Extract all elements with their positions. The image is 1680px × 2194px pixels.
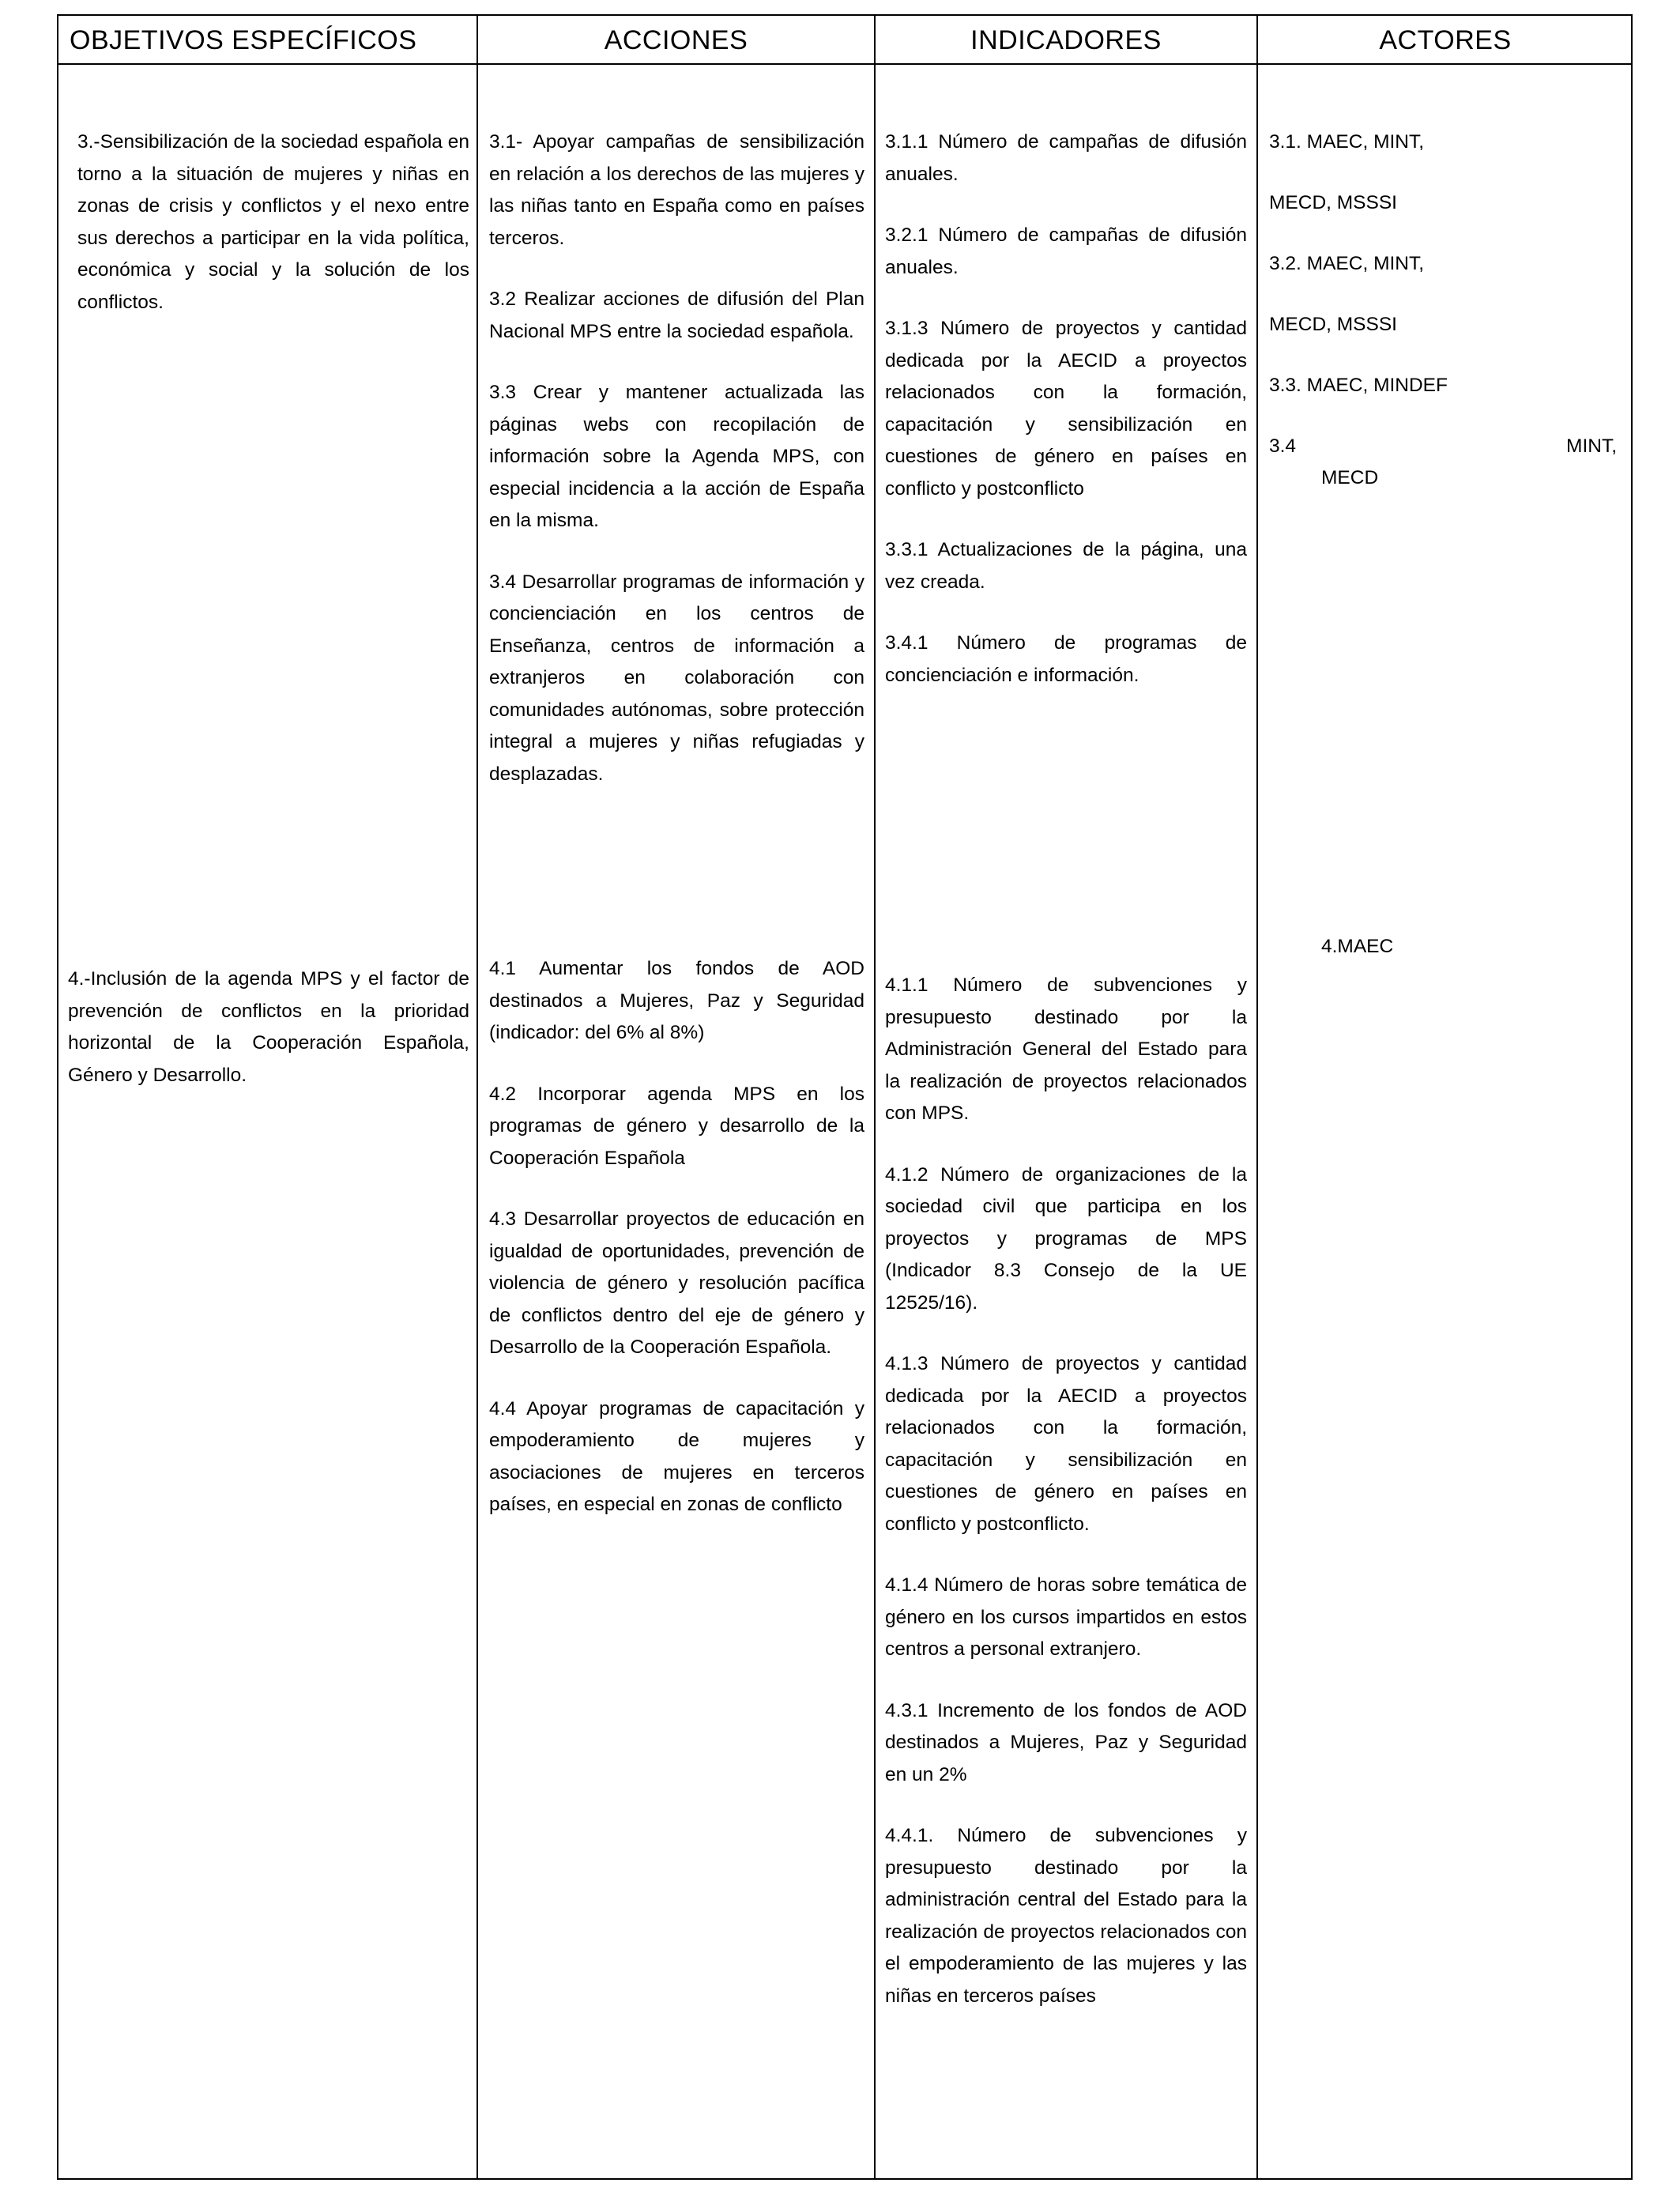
accion-4-1: 4.1 Aumentar los fondos de AOD destinados a Mujeres, Paz y Seguridad (indicador: del 6% al 8%)	[489, 958, 864, 1043]
indicadores-3	[885, 126, 1247, 692]
accion-3-2: 3.2 Realizar acciones de difusión del Plan Nacional MPS entre la sociedad española.	[489, 288, 864, 342]
indicador-4-1-3: 4.1.3 Número de proyectos y cantidad dedicada por la AECID a proyectos relacionados con la formación, capacitación y sensibilización en cuestiones de género en países en conflicto y postconflicto.	[885, 1353, 1247, 1535]
objetivo-4-text: 4.-Inclusión de la agenda MPS y el factor de prevención de conflictos en la prioridad horizontal de la Cooperación Española, Género y Desarrollo.	[68, 968, 469, 1086]
indicador-3-1-1: 3.1.1 Número de campañas de difusión anuales.	[885, 131, 1247, 185]
actor-3-3: 3.3. MAEC, MINDEF	[1269, 375, 1448, 396]
actor-3-4-row	[1269, 431, 1617, 462]
actor-3-4-label: 3.4	[1269, 435, 1297, 457]
objetivo-3	[77, 126, 469, 319]
column-divider-3	[1256, 16, 1258, 2178]
accion-3-1: 3.1- Apoyar campañas de sensibilización en relación a los derechos de las mujeres y las niñas tanto en España como en países terceros.	[489, 131, 864, 249]
indicadores-4	[885, 970, 1247, 2012]
accion-3-3: 3.3 Crear y mantener actualizada las páginas webs con recopilación de información sobre la Agenda MPS, con especial incidencia a la acción de España en la misma.	[489, 382, 864, 531]
indicador-3-3-1: 3.3.1 Actualizaciones de la página, una vez creada.	[885, 539, 1247, 593]
indicador-3-4-1: 3.4.1 Número de programas de concienciación e información.	[885, 632, 1247, 686]
actor-3-1: 3.1. MAEC, MINT,	[1269, 131, 1425, 153]
actores-3	[1269, 126, 1617, 495]
accion-4-3: 4.3 Desarrollar proyectos de educación en igualdad de oportunidades, prevención de violencia de género y resolución pacífica de conflictos dentro del eje de género y Desarrollo de la Cooperación Española.	[489, 1208, 864, 1358]
header-actores: ACTORES	[1379, 25, 1512, 55]
accion-4-2: 4.2 Incorporar agenda MPS en los programas de género y desarrollo de la Cooperación Española	[489, 1083, 864, 1169]
indicador-4-4-1: 4.4.1. Número de subvenciones y presupuesto destinado por la administración central del Estado para la realización de proyectos relacionados con el empoderamiento de las mujeres y las niñas en terceros países	[885, 1825, 1247, 2007]
header-divider	[58, 63, 1631, 65]
accion-4-4: 4.4 Apoyar programas de capacitación y empoderamiento de mujeres y asociaciones de mujeres en terceros países, en especial en zonas de conflicto	[489, 1397, 864, 1515]
objetivo-3-text: 3.-Sensibilización de la sociedad española en torno a la situación de mujeres y niñas en zonas de crisis y conflictos y el nexo entre sus derechos a participar en la vida política, económica y social y la solución de los conflictos.	[77, 131, 469, 313]
actor-3-2: 3.2. MAEC, MINT,	[1269, 253, 1425, 274]
document-table	[57, 14, 1633, 2180]
indicador-3-2-1: 3.2.1 Número de campañas de difusión anuales.	[885, 224, 1247, 278]
actor-4: 4.MAEC	[1321, 936, 1394, 957]
indicador-4-1-4: 4.1.4 Número de horas sobre temática de género en los cursos impartidos en estos centros a personal extranjero.	[885, 1574, 1247, 1660]
indicador-4-1-1: 4.1.1 Número de subvenciones y presupuesto destinado por la Administración General del Estado para la realización de proyectos relacionados con MPS.	[885, 974, 1247, 1124]
column-divider-1	[477, 16, 478, 2178]
acciones-3	[489, 126, 864, 790]
objetivo-4	[68, 963, 469, 1091]
acciones-4	[489, 953, 864, 1521]
accion-3-4: 3.4 Desarrollar programas de información y concienciación en los centros de Enseñanza, centros de información a extranjeros en colaboración con comunidades autónomas, sobre protección integral a mujeres y niñas refugiadas y desplazadas.	[489, 571, 864, 785]
actor-3-1-cont: MECD, MSSSI	[1269, 192, 1397, 213]
indicador-4-1-2: 4.1.2 Número de organizaciones de la sociedad civil que participa en los proyectos y programas de MPS (Indicador 8.3 Consejo de la UE 12525/16).	[885, 1163, 1247, 1314]
actores-4	[1321, 931, 1606, 992]
indicador-3-1-3: 3.1.3 Número de proyectos y cantidad dedicada por la AECID a proyectos relacionados con la formación, capacitación y sensibilización en cuestiones de género en países en conflicto y postconflicto	[885, 318, 1247, 499]
header-objetivos: OBJETIVOS ESPECÍFICOS	[70, 25, 417, 55]
column-divider-2	[874, 16, 876, 2178]
header-acciones: ACCIONES	[604, 25, 748, 55]
header-indicadores: INDICADORES	[970, 25, 1162, 55]
indicador-4-3-1: 4.3.1 Incremento de los fondos de AOD destinados a Mujeres, Paz y Seguridad en un 2%	[885, 1699, 1247, 1785]
actor-3-4-mecd: MECD	[1321, 467, 1379, 488]
actor-3-4-mint: MINT,	[1566, 435, 1617, 457]
actor-3-2-cont: MECD, MSSSI	[1269, 314, 1397, 335]
